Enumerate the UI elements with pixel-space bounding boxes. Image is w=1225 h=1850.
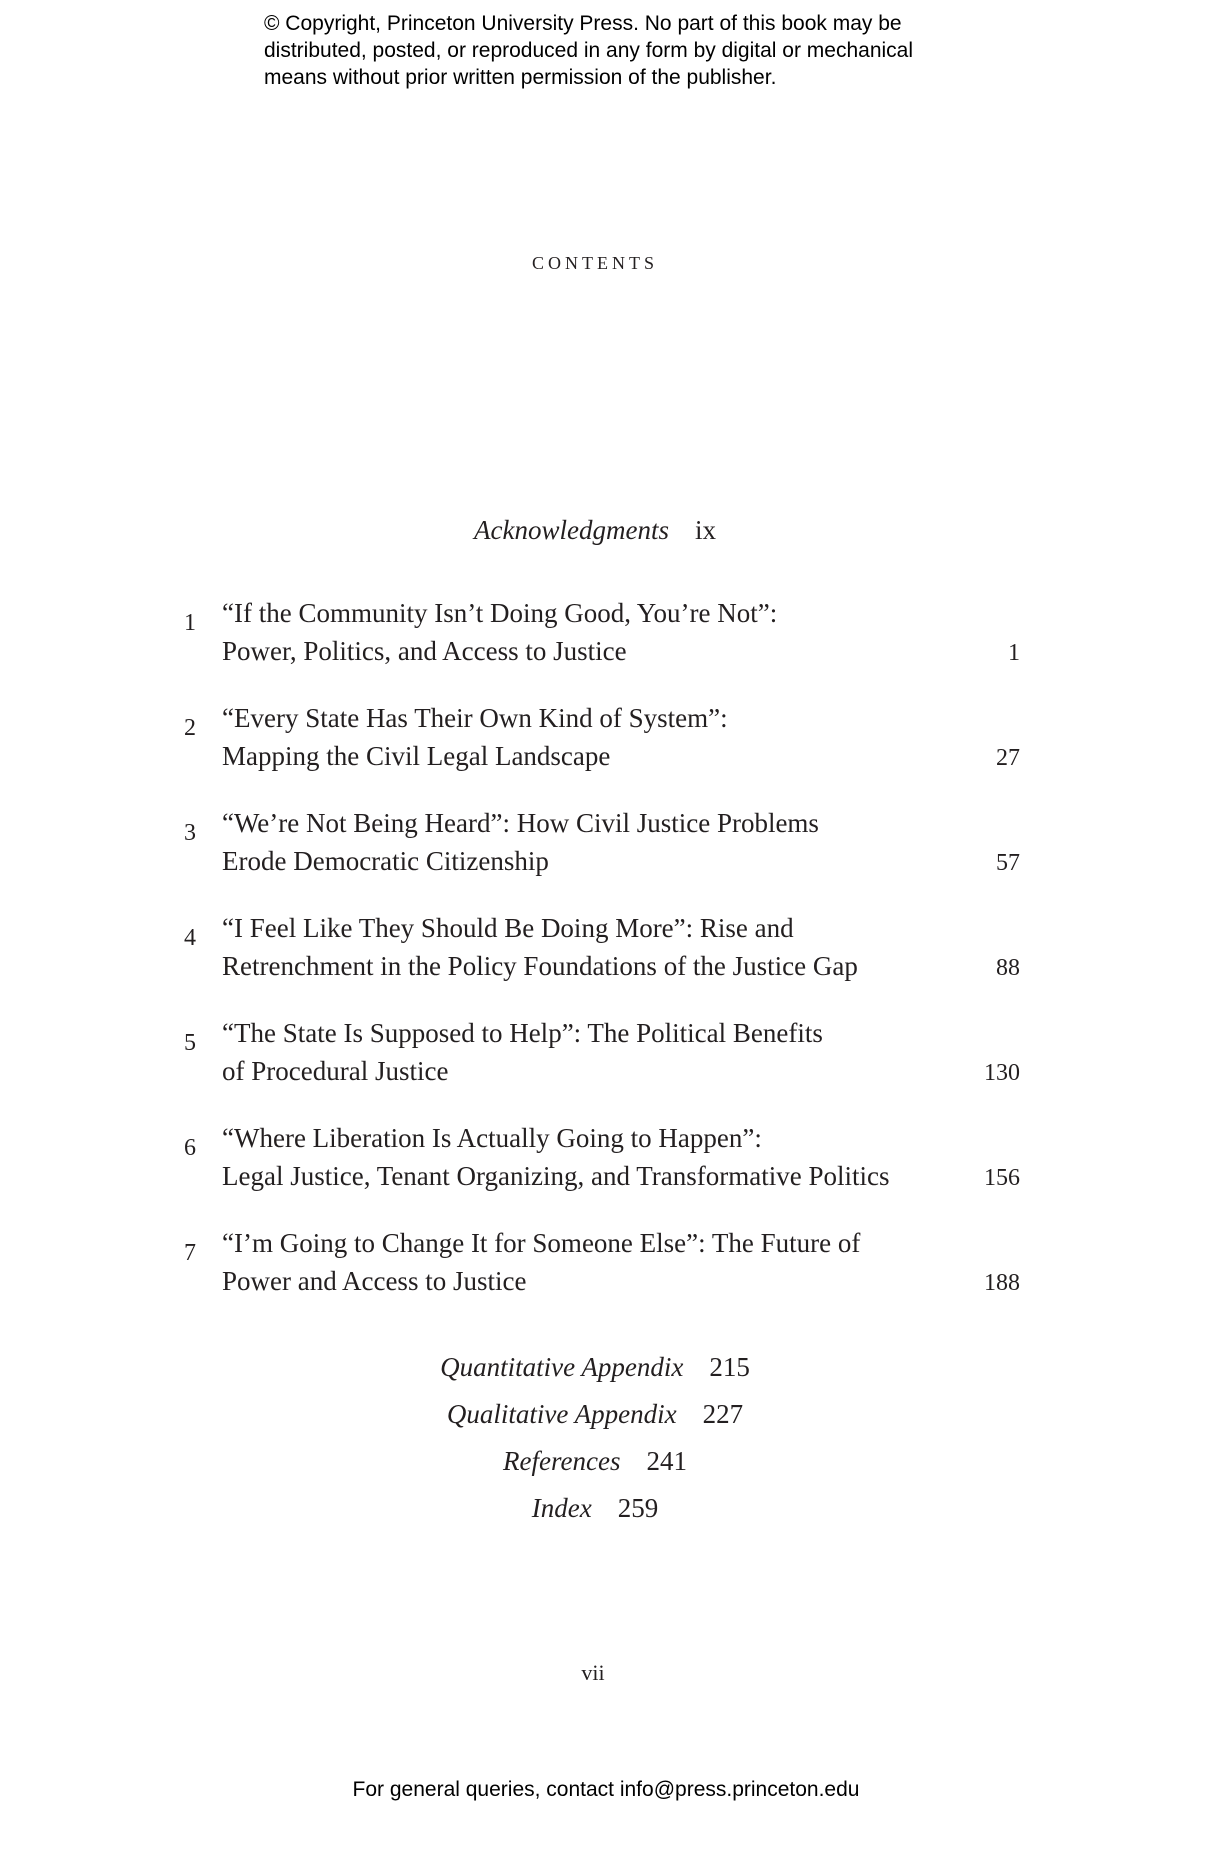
footer-contact: For general queries, contact info@press.princeton.edu (352, 1778, 860, 1801)
chapter-title-line1: “Where Liberation Is Actually Going to Happen”: (222, 1123, 762, 1153)
toc-entry-label: Qualitative Appendix (446, 1399, 677, 1429)
chapter-title-line1: “Every State Has Their Own Kind of System”: (222, 703, 728, 733)
chapter-title-line1: “If the Community Isn’t Doing Good, You’re Not”: (222, 598, 778, 628)
toc-entry-label: Index (531, 1493, 592, 1523)
copyright-line: means without prior written permission of the publisher. (264, 66, 777, 89)
toc-chapter (0, 1123, 1225, 1203)
chapter-page: 88 (996, 955, 1020, 981)
chapter-title-line2: Power, Politics, and Access to Justice (222, 636, 627, 666)
chapter-title-line2: Erode Democratic Citizenship (222, 846, 549, 876)
toc-entry-label: Quantitative Appendix (440, 1352, 684, 1382)
chapter-title-line1: “We’re Not Being Heard”: How Civil Justice Problems (222, 808, 819, 838)
chapter-number: 7 (184, 1240, 196, 1266)
toc-front-entry (0, 515, 1190, 546)
page-title: contents (532, 246, 658, 275)
chapter-title-line2: Retrenchment in the Policy Foundations of the Justice Gap (222, 951, 858, 981)
toc-chapter (0, 1228, 1225, 1308)
toc-chapter (0, 703, 1225, 783)
chapter-page: 188 (984, 1270, 1020, 1296)
chapter-page: 130 (984, 1060, 1020, 1086)
chapter-title-line2: Legal Justice, Tenant Organizing, and Transformative Politics (222, 1161, 890, 1191)
toc-chapter (0, 808, 1225, 888)
chapter-page: 57 (996, 850, 1020, 876)
toc-entry-page: ix (694, 515, 716, 545)
chapter-page: 1 (1008, 640, 1020, 666)
page-number: vii (581, 1660, 605, 1685)
toc-back-entry (0, 1399, 1190, 1430)
toc-entry-page: 227 (702, 1399, 744, 1429)
toc-chapter (0, 913, 1225, 993)
chapter-title-line1: “I Feel Like They Should Be Doing More”: Rise and (222, 913, 794, 943)
chapter-number: 6 (184, 1135, 196, 1161)
chapter-page: 27 (996, 745, 1020, 771)
chapter-title-line2: of Procedural Justice (222, 1056, 449, 1086)
chapter-title-line2: Mapping the Civil Legal Landscape (222, 741, 611, 771)
toc-chapter (0, 598, 1225, 678)
copyright-line: © Copyright, Princeton University Press. No part of this book may be (264, 12, 902, 35)
chapter-number: 2 (184, 715, 196, 741)
toc-entry-page: 241 (646, 1446, 687, 1476)
toc-back-entry (0, 1493, 1190, 1524)
copyright-line: distributed, posted, or reproduced in any form by digital or mechanical (264, 39, 914, 62)
toc-back-entry (0, 1446, 1190, 1477)
toc-entry-label: Acknowledgments (474, 515, 669, 545)
toc-entry-label: References (503, 1446, 621, 1476)
chapter-page: 156 (984, 1165, 1020, 1191)
chapter-title-line1: “I’m Going to Change It for Someone Else”: The Future of (222, 1228, 861, 1258)
chapter-title-line2: Power and Access to Justice (222, 1266, 527, 1296)
chapter-number: 4 (184, 925, 196, 951)
toc-entry-page: 259 (617, 1493, 659, 1523)
chapter-number: 5 (184, 1030, 196, 1056)
toc-chapter (0, 1018, 1225, 1098)
toc-back-entry (0, 1352, 1190, 1383)
copyright-notice (264, 10, 1024, 91)
chapter-number: 3 (184, 820, 196, 846)
chapter-number: 1 (184, 610, 196, 636)
toc-entry-page: 215 (709, 1352, 750, 1382)
chapter-title-line1: “The State Is Supposed to Help”: The Political Benefits (222, 1018, 823, 1048)
